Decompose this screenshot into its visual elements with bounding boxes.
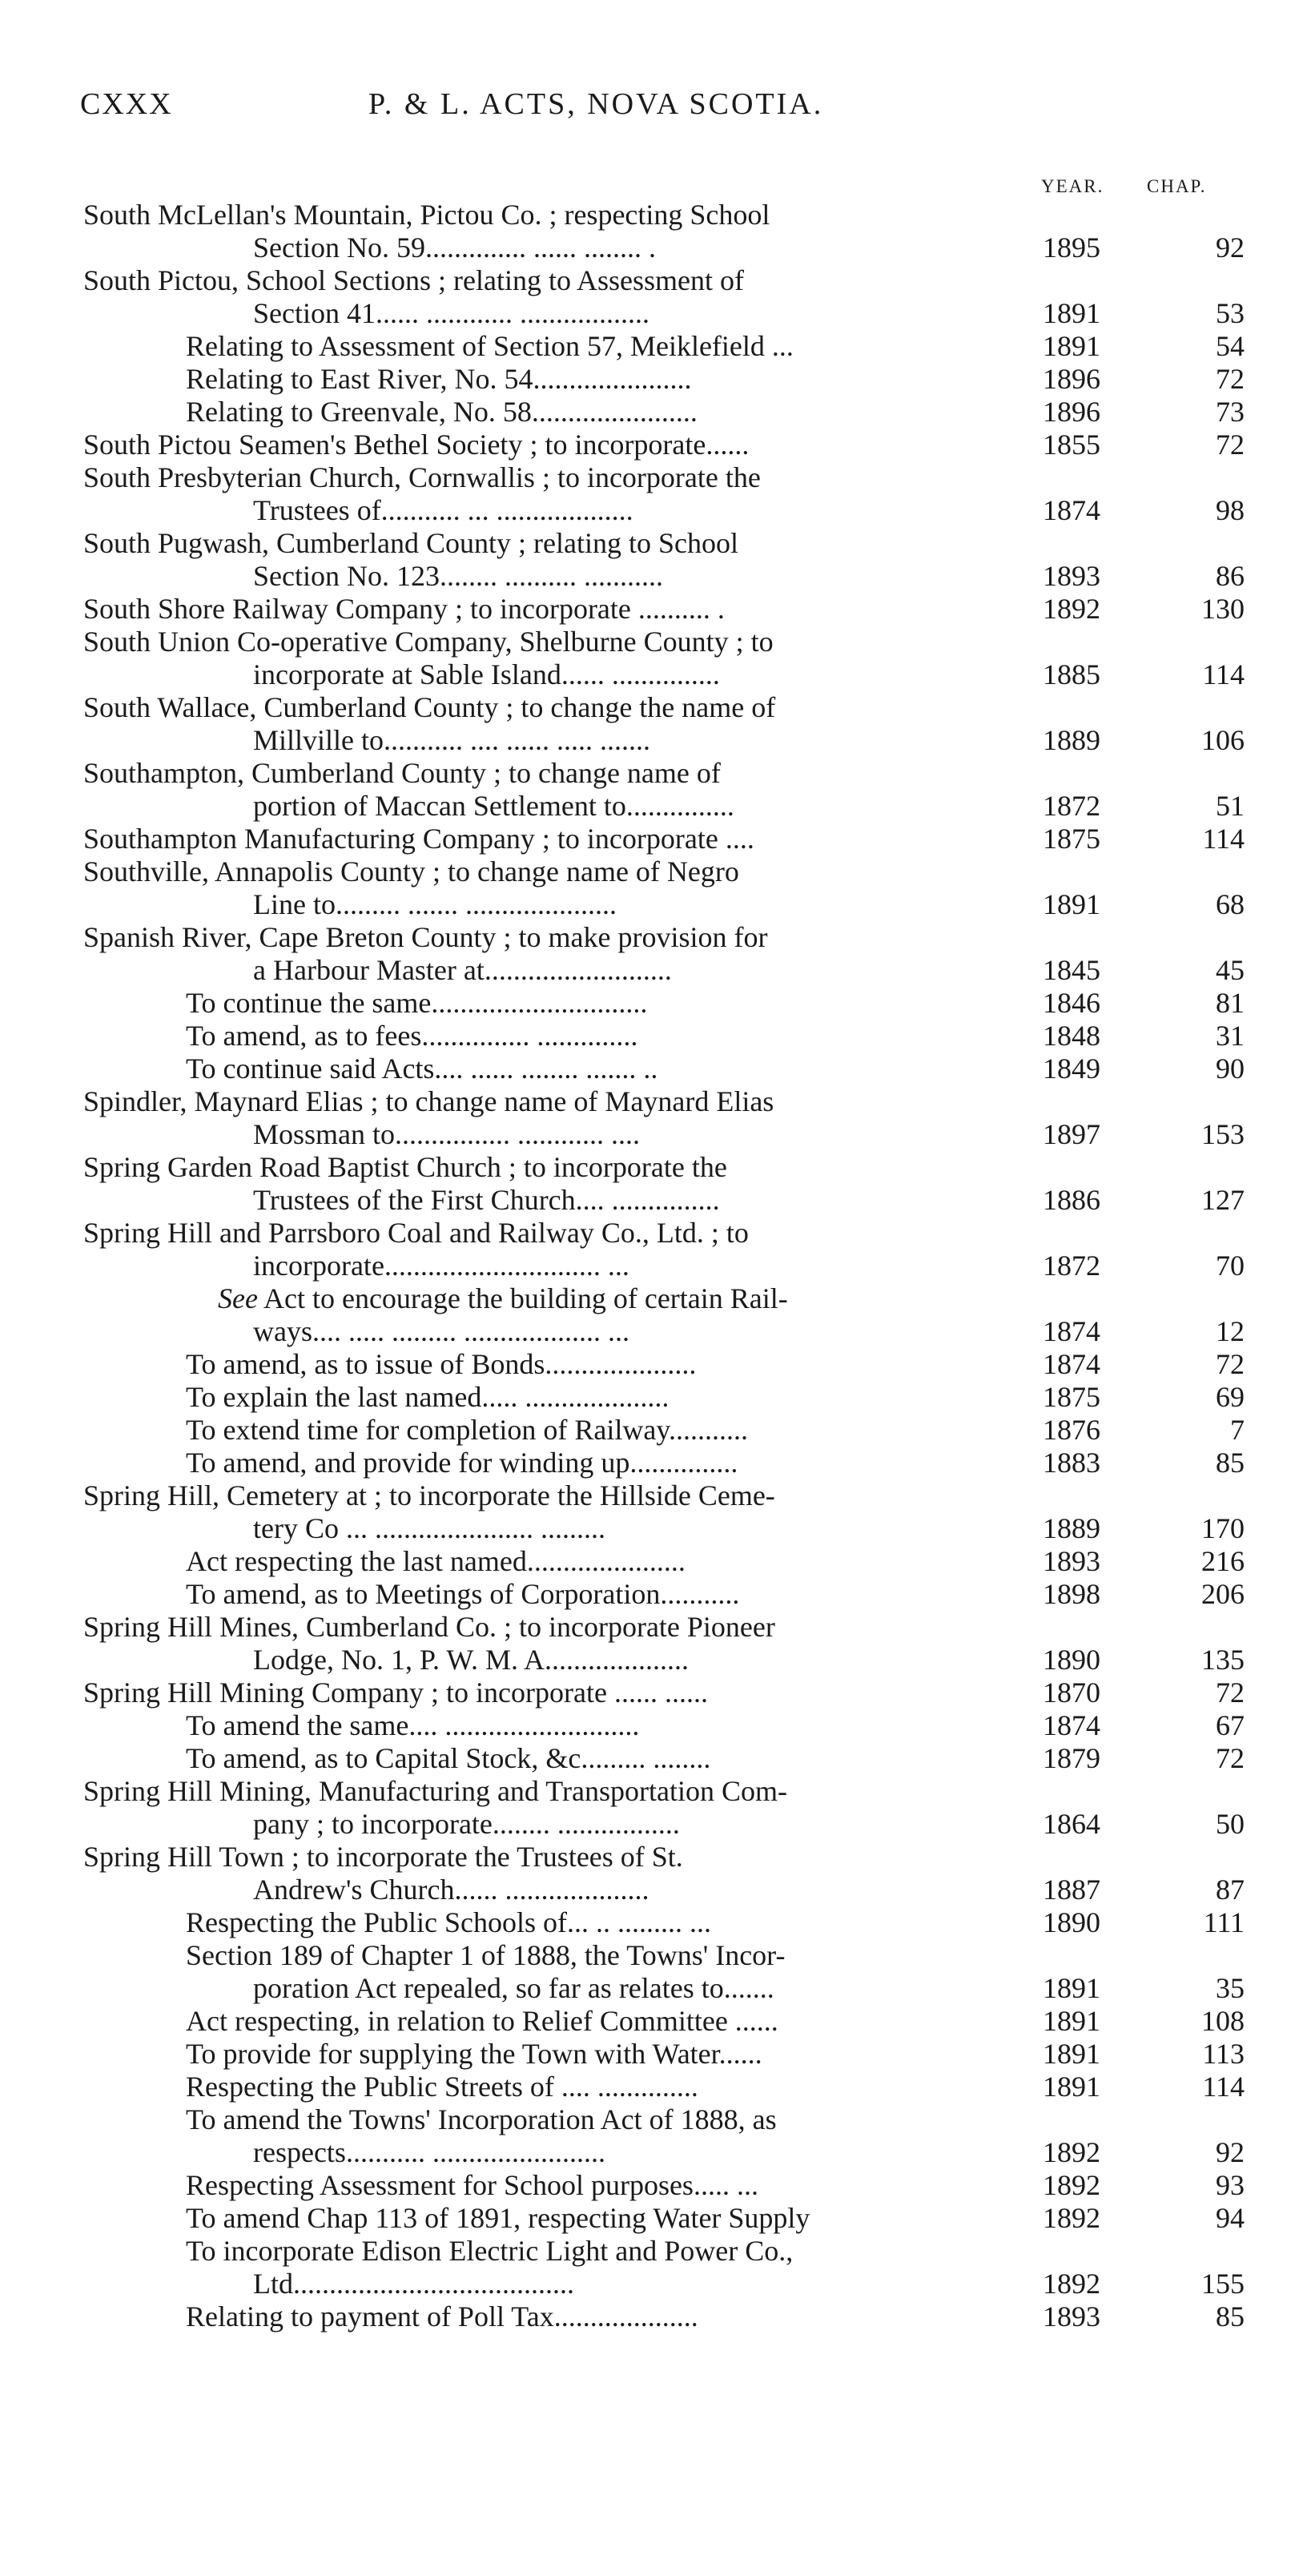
entry-description: Spring Hill Mines, Cumberland Co. ; to incorporate Pioneer bbox=[83, 1611, 775, 1643]
entry-description: Respecting the Public Schools of... .. ......... ... bbox=[186, 1906, 711, 1938]
entry-year: 1890 bbox=[1043, 1644, 1100, 1676]
entry-text bbox=[186, 1742, 710, 1775]
entry-description: portion of Maccan Settlement to............... bbox=[253, 790, 734, 822]
entry-text bbox=[83, 1479, 775, 1512]
entry-year: 1891 bbox=[1043, 2038, 1100, 2070]
index-subentry bbox=[0, 396, 1315, 429]
entry-text bbox=[253, 658, 720, 691]
entry-chapter: 92 bbox=[1216, 2136, 1245, 2168]
entry-chapter: 81 bbox=[1216, 987, 1245, 1019]
entry-description: Spring Hill Town ; to incorporate the Trustees of St. bbox=[83, 1841, 683, 1873]
entry-description: To provide for supplying the Town with Water...... bbox=[186, 2038, 762, 2070]
entry-description: Southampton Manufacturing Company ; to incorporate .... bbox=[83, 823, 754, 855]
entry-text bbox=[253, 1315, 629, 1348]
entry-text bbox=[186, 363, 692, 396]
entry-year: 1891 bbox=[1043, 1972, 1100, 2004]
index-entry bbox=[0, 461, 1315, 494]
entry-chapter: 113 bbox=[1202, 2038, 1245, 2070]
entry-text bbox=[253, 888, 617, 921]
entry-chapter: 87 bbox=[1216, 1874, 1245, 1906]
entry-text bbox=[253, 560, 663, 593]
entry-year: 1845 bbox=[1043, 954, 1100, 986]
entry-year: 1892 bbox=[1043, 2136, 1100, 2168]
entry-chapter: 72 bbox=[1216, 363, 1245, 395]
entry-description: Southville, Annapolis County ; to change name of Negro bbox=[83, 855, 739, 888]
index-subentry bbox=[0, 1906, 1315, 1939]
entry-text bbox=[83, 1151, 727, 1184]
entry-text bbox=[83, 461, 761, 494]
index-subentry bbox=[0, 2136, 1315, 2169]
entry-text bbox=[186, 1348, 696, 1381]
entry-description: Lodge, No. 1, P. W. M. A.................... bbox=[253, 1644, 690, 1676]
entry-description: ways.... ..... ......... ................... ... bbox=[253, 1315, 629, 1347]
entry-text bbox=[186, 1709, 639, 1742]
entry-description: Respecting Assessment for School purposes..... ... bbox=[186, 2169, 758, 2201]
entry-description: South Union Co-operative Company, Shelburne County ; to bbox=[83, 626, 774, 658]
entry-text bbox=[253, 1972, 774, 2005]
entry-text bbox=[218, 1282, 788, 1315]
entry-chapter: 53 bbox=[1216, 297, 1245, 329]
entry-year: 1874 bbox=[1043, 1709, 1100, 1741]
index-subentry bbox=[0, 494, 1315, 527]
index-subentry bbox=[0, 1939, 1315, 1972]
index-entry bbox=[0, 1775, 1315, 1808]
entry-text bbox=[253, 2136, 605, 2169]
entry-year: 1864 bbox=[1043, 1808, 1100, 1840]
index-subentry bbox=[0, 1972, 1315, 2005]
entry-year: 1887 bbox=[1043, 1874, 1100, 1906]
entry-description: Section No. 123........ .......... ........... bbox=[253, 560, 663, 592]
entry-description: Spring Garden Road Baptist Church ; to incorporate the bbox=[83, 1151, 727, 1183]
index-entry bbox=[0, 1217, 1315, 1250]
entry-year: 1896 bbox=[1043, 363, 1100, 395]
entry-description: Mossman to................ ............ .... bbox=[253, 1118, 641, 1150]
entry-description: South Presbyterian Church, Cornwallis ; to incorporate the bbox=[83, 461, 761, 493]
page-number: CXXX bbox=[80, 87, 173, 121]
entry-description: Section 41...... ............ .................. bbox=[253, 297, 649, 329]
entry-description: Section No. 59.............. ...... ........ . bbox=[253, 231, 656, 264]
entry-description: Relating to payment of Poll Tax.................... bbox=[186, 2300, 698, 2332]
entry-text bbox=[83, 921, 767, 954]
running-title: P. & L. ACTS, NOVA SCOTIA. bbox=[368, 87, 824, 121]
index-subentry bbox=[0, 1282, 1315, 1315]
entry-chapter: 153 bbox=[1201, 1118, 1245, 1150]
entry-description: Trustees of the First Church.... ............... bbox=[253, 1184, 720, 1216]
index-entry bbox=[0, 429, 1315, 461]
entry-chapter: 114 bbox=[1202, 2071, 1245, 2103]
entry-text bbox=[83, 626, 774, 658]
entry-text bbox=[83, 757, 721, 790]
entry-chapter: 85 bbox=[1216, 1447, 1245, 1479]
entry-year: 1883 bbox=[1043, 1447, 1100, 1479]
index-entry bbox=[0, 823, 1315, 855]
index-entry bbox=[0, 1676, 1315, 1709]
entry-text bbox=[186, 330, 794, 363]
entry-year: 1896 bbox=[1043, 396, 1100, 428]
index-subentry bbox=[0, 1447, 1315, 1479]
entry-description: Southampton, Cumberland County ; to change name of bbox=[83, 757, 721, 789]
entry-year: 1891 bbox=[1043, 2071, 1100, 2103]
entry-description: Section 189 of Chapter 1 of 1888, the Towns' Incor- bbox=[186, 1939, 786, 1971]
index-subentry bbox=[0, 2071, 1315, 2103]
index-subentry bbox=[0, 1184, 1315, 1217]
entry-year: 1892 bbox=[1043, 2202, 1100, 2234]
index-subentry bbox=[0, 363, 1315, 396]
entry-chapter: 50 bbox=[1216, 1808, 1245, 1840]
entry-description: South Pictou, School Sections ; relating to Assessment of bbox=[83, 264, 744, 296]
entry-year: 1870 bbox=[1043, 1676, 1100, 1709]
entry-text bbox=[83, 593, 725, 626]
page-header bbox=[80, 87, 1233, 135]
entry-text bbox=[253, 2268, 574, 2300]
entry-description: Act respecting the last named...................... bbox=[186, 1545, 686, 1577]
entry-description: South Pugwash, Cumberland County ; relating to School bbox=[83, 527, 738, 559]
entry-chapter: 68 bbox=[1216, 888, 1245, 920]
entry-description: Act respecting, in relation to Relief Committee ...... bbox=[186, 2005, 778, 2037]
entry-description: To amend the Towns' Incorporation Act of 1888, as bbox=[186, 2103, 777, 2135]
entry-chapter: 106 bbox=[1201, 724, 1245, 756]
entry-chapter: 85 bbox=[1216, 2300, 1245, 2332]
index-entry bbox=[0, 264, 1315, 297]
index-subentry bbox=[0, 1742, 1315, 1775]
entry-text bbox=[253, 1808, 680, 1841]
entry-description: pany ; to incorporate........ ................. bbox=[253, 1808, 680, 1840]
index-entry bbox=[0, 1151, 1315, 1184]
index-subentry bbox=[0, 2038, 1315, 2071]
index-subentry bbox=[0, 1808, 1315, 1841]
index-entry bbox=[0, 626, 1315, 658]
index-subentry bbox=[0, 1414, 1315, 1447]
entry-year: 1874 bbox=[1043, 1315, 1100, 1347]
entry-text bbox=[83, 429, 749, 461]
entry-year: 1889 bbox=[1043, 724, 1100, 756]
entry-year: 1893 bbox=[1043, 560, 1100, 592]
index-entry bbox=[0, 1085, 1315, 1118]
entry-chapter: 98 bbox=[1216, 494, 1245, 526]
entry-text bbox=[186, 396, 698, 429]
entry-chapter: 67 bbox=[1216, 1709, 1245, 1741]
index-subentry bbox=[0, 1545, 1315, 1578]
entry-text bbox=[83, 1775, 787, 1808]
index-entry bbox=[0, 593, 1315, 626]
entry-chapter: 86 bbox=[1216, 560, 1245, 592]
entry-chapter: 72 bbox=[1216, 1348, 1245, 1380]
entry-description: To amend, as to issue of Bonds..................... bbox=[186, 1348, 697, 1380]
entry-description: To amend, and provide for winding up............... bbox=[186, 1447, 738, 1479]
entry-year: 1849 bbox=[1043, 1053, 1100, 1085]
entry-year: 1890 bbox=[1043, 1906, 1100, 1938]
entry-description: To amend the same.... ........................... bbox=[186, 1709, 640, 1741]
index-subentry bbox=[0, 954, 1315, 987]
index-subentry bbox=[0, 1053, 1315, 1085]
entry-year: 1885 bbox=[1043, 658, 1100, 690]
entry-year: 1875 bbox=[1043, 823, 1100, 855]
entry-text bbox=[253, 724, 650, 757]
entry-year: 1886 bbox=[1043, 1184, 1100, 1216]
entry-description: To extend time for completion of Railway........... bbox=[186, 1414, 748, 1446]
index-entry bbox=[0, 199, 1315, 231]
entry-text bbox=[186, 2038, 762, 2071]
entry-chapter: 72 bbox=[1216, 429, 1245, 461]
index-entry bbox=[0, 757, 1315, 790]
index-subentry bbox=[0, 560, 1315, 593]
entry-description: To amend, as to Capital Stock, &c......... ........ bbox=[186, 1742, 711, 1774]
entry-text bbox=[186, 1906, 711, 1939]
entry-description: Trustees of........... ... ................... bbox=[253, 494, 633, 526]
index-entry bbox=[0, 1611, 1315, 1644]
entry-text bbox=[186, 2235, 793, 2268]
index-subentry bbox=[0, 790, 1315, 823]
entry-description: To amend, as to fees............... .............. bbox=[186, 1020, 638, 1052]
entry-chapter: 31 bbox=[1216, 1020, 1245, 1052]
index-subentry bbox=[0, 231, 1315, 264]
entry-chapter: 72 bbox=[1216, 1676, 1245, 1709]
entry-text bbox=[253, 954, 672, 987]
entry-description: Act to encourage the building of certain Rail- bbox=[263, 1282, 788, 1314]
entry-description: Spring Hill, Cemetery at ; to incorporate the Hillside Ceme- bbox=[83, 1479, 775, 1511]
entry-chapter: 51 bbox=[1216, 790, 1245, 822]
entry-year: 1848 bbox=[1043, 1020, 1100, 1052]
entry-text bbox=[186, 1381, 669, 1414]
entry-chapter: 216 bbox=[1201, 1545, 1245, 1577]
entry-description: Spindler, Maynard Elias ; to change name of Maynard Elias bbox=[83, 1085, 774, 1117]
entry-chapter: 7 bbox=[1230, 1414, 1245, 1446]
index-subentry bbox=[0, 2202, 1315, 2235]
entry-chapter: 54 bbox=[1216, 330, 1245, 362]
entry-chapter: 114 bbox=[1202, 823, 1245, 855]
entry-text bbox=[83, 691, 775, 724]
index-subentry bbox=[0, 1578, 1315, 1611]
entry-description: Spanish River, Cape Breton County ; to make provision for bbox=[83, 921, 768, 953]
entry-chapter: 12 bbox=[1216, 1315, 1245, 1347]
entry-chapter: 94 bbox=[1216, 2202, 1245, 2234]
entry-text bbox=[83, 199, 770, 231]
entry-chapter: 73 bbox=[1216, 396, 1245, 428]
entry-description: respects........... ........................ bbox=[253, 2136, 605, 2168]
entry-text bbox=[186, 1447, 738, 1479]
index-subentry bbox=[0, 1250, 1315, 1282]
entry-chapter: 93 bbox=[1216, 2169, 1245, 2201]
entry-description: To amend, as to Meetings of Corporation........... bbox=[186, 1578, 740, 1610]
index-entry bbox=[0, 921, 1315, 954]
index-entry bbox=[0, 691, 1315, 724]
entry-description: Ltd....................................... bbox=[253, 2268, 574, 2300]
index-entry bbox=[0, 1841, 1315, 1874]
entry-description: To continue said Acts.... ...... ........ ....... .. bbox=[186, 1053, 658, 1085]
entry-year: 1889 bbox=[1043, 1512, 1100, 1544]
entry-year: 1893 bbox=[1043, 1545, 1100, 1577]
entry-chapter: 35 bbox=[1216, 1972, 1245, 2004]
entry-text bbox=[253, 790, 734, 823]
entry-description: Millville to........... .... ...... ..... ....... bbox=[253, 724, 651, 756]
entry-year: 1874 bbox=[1043, 494, 1100, 526]
entry-text bbox=[186, 1578, 739, 1611]
entry-text bbox=[253, 1644, 689, 1676]
entry-chapter: 114 bbox=[1202, 658, 1245, 690]
entry-year: 1891 bbox=[1043, 2005, 1100, 2037]
entry-year: 1898 bbox=[1043, 1578, 1100, 1610]
entry-year: 1895 bbox=[1043, 231, 1100, 264]
entry-text bbox=[253, 1118, 640, 1151]
see-reference: See bbox=[218, 1282, 258, 1314]
year-column-heading: YEAR. bbox=[1041, 176, 1104, 196]
entry-description: Spring Hill Mining Company ; to incorporate ...... ...... bbox=[83, 1676, 708, 1709]
entry-description: To incorporate Edison Electric Light and Power Co., bbox=[186, 2235, 794, 2267]
entry-description: Line to......... ....... ..................... bbox=[253, 888, 617, 920]
index-subentry bbox=[0, 297, 1315, 330]
entry-text bbox=[186, 2300, 698, 2333]
entry-chapter: 90 bbox=[1216, 1053, 1245, 1085]
entry-chapter: 111 bbox=[1203, 1906, 1245, 1938]
entry-text bbox=[186, 1545, 686, 1578]
entry-text bbox=[83, 855, 739, 888]
entry-chapter: 45 bbox=[1216, 954, 1245, 986]
entry-text bbox=[83, 1611, 775, 1644]
entry-description: South Wallace, Cumberland County ; to change the name of bbox=[83, 691, 776, 723]
entry-year: 1892 bbox=[1043, 2169, 1100, 2201]
index-subentry bbox=[0, 1512, 1315, 1545]
entry-text bbox=[186, 1414, 748, 1447]
entry-description: Respecting the Public Streets of .... .............. bbox=[186, 2071, 698, 2103]
entry-description: Spring Hill Mining, Manufacturing and Transportation Com- bbox=[83, 1775, 787, 1807]
index-subentry bbox=[0, 1709, 1315, 1742]
entry-year: 1876 bbox=[1043, 1414, 1100, 1446]
entry-year: 1874 bbox=[1043, 1348, 1100, 1380]
entry-year: 1875 bbox=[1043, 1381, 1100, 1413]
entry-description: To continue the same.............................. bbox=[186, 987, 648, 1019]
entry-chapter: 206 bbox=[1201, 1578, 1245, 1610]
index-subentry bbox=[0, 1874, 1315, 1906]
index-subentry bbox=[0, 724, 1315, 757]
entry-text bbox=[253, 1512, 605, 1545]
entry-text bbox=[186, 1053, 658, 1085]
entry-description: South Shore Railway Company ; to incorporate .......... . bbox=[83, 593, 725, 625]
entry-text bbox=[186, 987, 647, 1020]
entry-description: incorporate.............................. ... bbox=[253, 1250, 629, 1282]
entry-description: Relating to Greenvale, No. 58....................... bbox=[186, 396, 698, 428]
entry-description: To explain the last named..... .................... bbox=[186, 1381, 670, 1413]
index-subentry bbox=[0, 2169, 1315, 2202]
entry-text bbox=[83, 823, 754, 855]
entry-chapter: 127 bbox=[1201, 1184, 1245, 1216]
entry-year: 1872 bbox=[1043, 1250, 1100, 1282]
index-subentry bbox=[0, 658, 1315, 691]
entry-year: 1891 bbox=[1043, 888, 1100, 920]
entry-year: 1892 bbox=[1043, 593, 1100, 625]
index-subentry bbox=[0, 1020, 1315, 1053]
entry-year: 1892 bbox=[1043, 2268, 1100, 2300]
entry-chapter: 92 bbox=[1216, 231, 1245, 264]
entry-text bbox=[186, 1020, 637, 1053]
index-subentry bbox=[0, 2103, 1315, 2136]
entry-year: 1891 bbox=[1043, 330, 1100, 362]
entry-description: Relating to East River, No. 54...................... bbox=[186, 363, 692, 395]
entry-text bbox=[83, 264, 744, 297]
index-subentry bbox=[0, 2300, 1315, 2333]
entry-text bbox=[83, 1217, 749, 1250]
index-entry bbox=[0, 1479, 1315, 1512]
entry-chapter: 170 bbox=[1201, 1512, 1245, 1544]
entry-year: 1846 bbox=[1043, 987, 1100, 1019]
entry-year: 1872 bbox=[1043, 790, 1100, 822]
index-subentry bbox=[0, 2235, 1315, 2268]
entry-text bbox=[253, 1184, 720, 1217]
entry-text bbox=[83, 527, 738, 560]
entry-year: 1891 bbox=[1043, 297, 1100, 329]
entry-description: Relating to Assessment of Section 57, Meiklefield ... bbox=[186, 330, 794, 362]
index-subentry bbox=[0, 1644, 1315, 1676]
index-subentry bbox=[0, 2268, 1315, 2300]
entry-description: poration Act repealed, so far as relates to....... bbox=[253, 1972, 774, 2004]
entry-year: 1855 bbox=[1043, 429, 1100, 461]
entry-description: South Pictou Seamen's Bethel Society ; to incorporate...... bbox=[83, 429, 750, 461]
entry-chapter: 130 bbox=[1201, 593, 1245, 625]
index-subentry bbox=[0, 330, 1315, 363]
entry-year: 1879 bbox=[1043, 1742, 1100, 1774]
index-subentry bbox=[0, 1348, 1315, 1381]
entry-description: tery Co ... ...................... ......... bbox=[253, 1512, 605, 1544]
index-subentry bbox=[0, 1315, 1315, 1348]
entry-chapter: 72 bbox=[1216, 1742, 1245, 1774]
index-entry bbox=[0, 855, 1315, 888]
index-subentry bbox=[0, 987, 1315, 1020]
entry-text bbox=[186, 2005, 778, 2038]
index-subentry bbox=[0, 2005, 1315, 2038]
entry-chapter: 135 bbox=[1201, 1644, 1245, 1676]
index-entries bbox=[0, 199, 1315, 2333]
entry-text bbox=[186, 2169, 758, 2202]
entry-description: Andrew's Church...... .................... bbox=[253, 1874, 649, 1906]
entry-text bbox=[186, 1939, 785, 1972]
entry-text bbox=[83, 1841, 683, 1874]
entry-text bbox=[253, 231, 656, 264]
index-entry bbox=[0, 527, 1315, 560]
entry-chapter: 108 bbox=[1201, 2005, 1245, 2037]
entry-chapter: 70 bbox=[1216, 1250, 1245, 1282]
entry-description: South McLellan's Mountain, Pictou Co. ; respecting School bbox=[83, 199, 770, 231]
entry-text bbox=[253, 494, 633, 527]
entry-text bbox=[83, 1085, 774, 1118]
entry-text bbox=[186, 2071, 698, 2103]
entry-text bbox=[253, 297, 649, 330]
entry-description: a Harbour Master at.......................... bbox=[253, 954, 672, 986]
entry-description: incorporate at Sable Island...... ............... bbox=[253, 658, 720, 690]
entry-description: To amend Chap 113 of 1891, respecting Water Supply bbox=[186, 2202, 810, 2234]
index-subentry bbox=[0, 888, 1315, 921]
entry-text bbox=[186, 2202, 810, 2235]
entry-description: Spring Hill and Parrsboro Coal and Railway Co., Ltd. ; to bbox=[83, 1217, 749, 1249]
entry-text bbox=[83, 1676, 708, 1709]
entry-text bbox=[253, 1874, 649, 1906]
entry-chapter: 69 bbox=[1216, 1381, 1245, 1413]
chapter-column-heading: CHAP. bbox=[1147, 176, 1207, 196]
entry-text bbox=[186, 2103, 777, 2136]
entry-chapter: 155 bbox=[1201, 2268, 1245, 2300]
entry-year: 1897 bbox=[1043, 1118, 1100, 1150]
entry-year: 1893 bbox=[1043, 2300, 1100, 2332]
index-subentry bbox=[0, 1118, 1315, 1151]
entry-text bbox=[253, 1250, 629, 1282]
index-subentry bbox=[0, 1381, 1315, 1414]
